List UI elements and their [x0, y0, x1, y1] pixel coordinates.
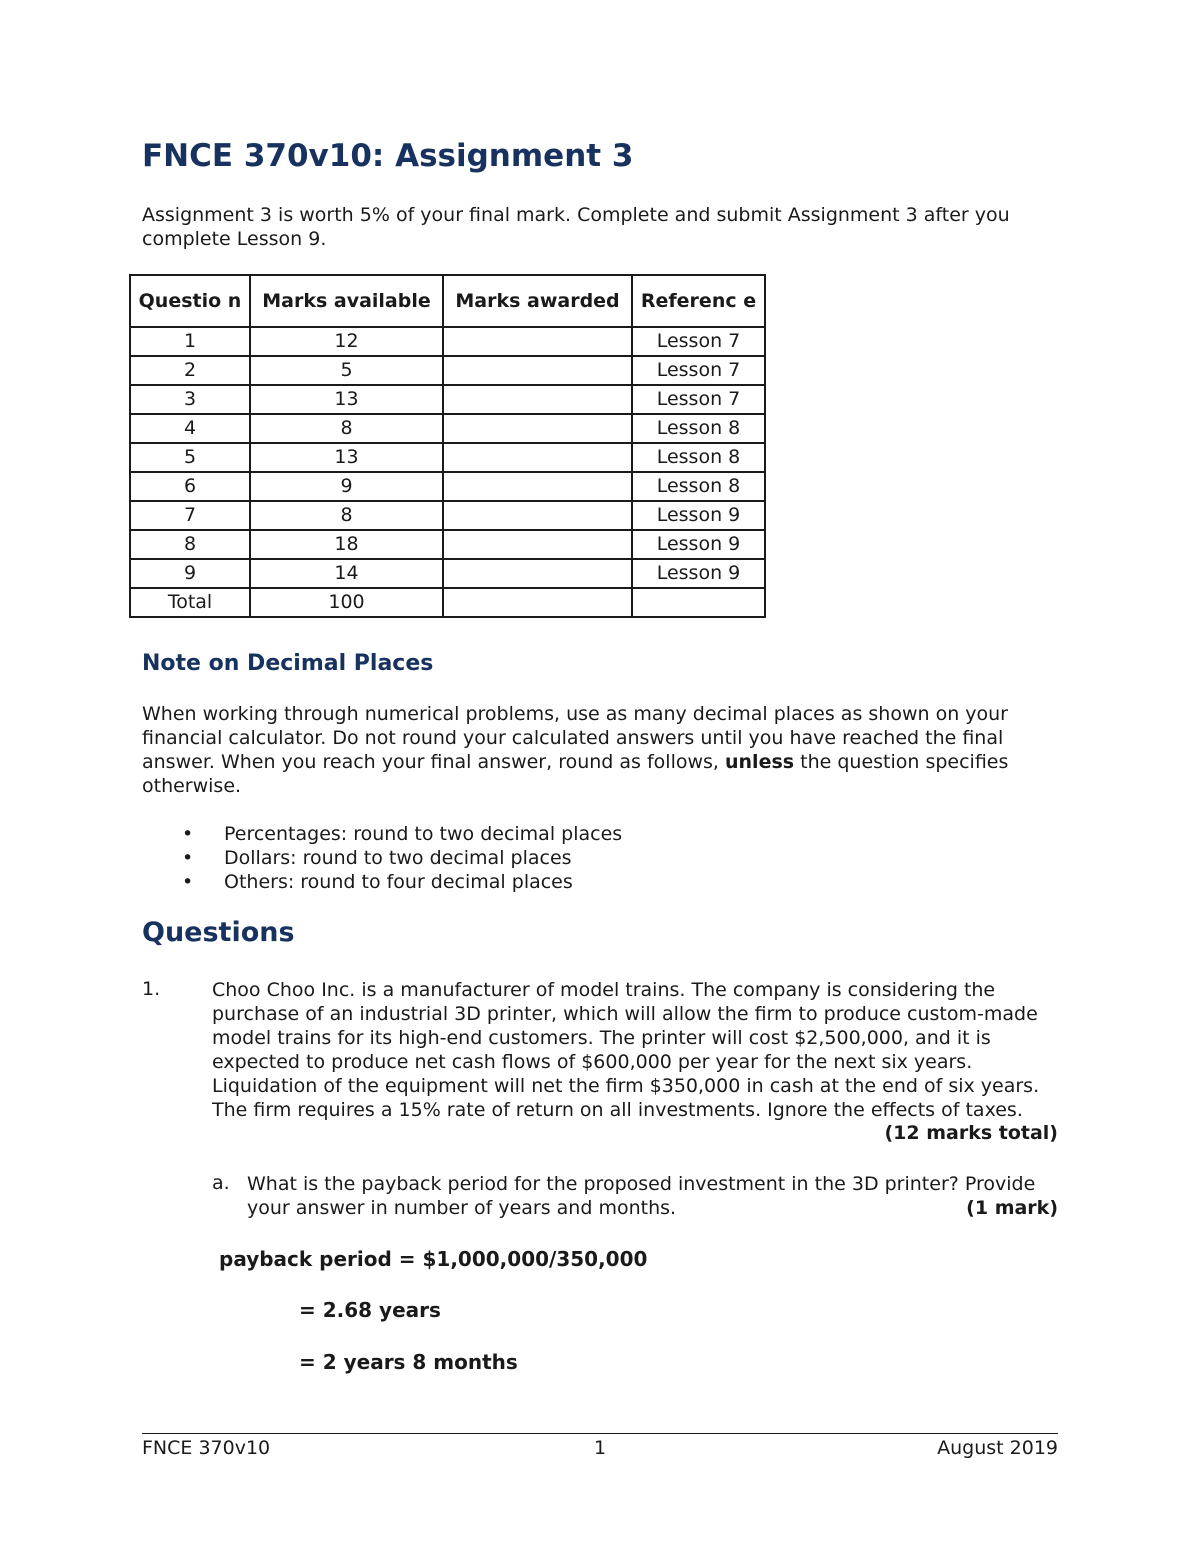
cell-reference: Lesson 7 [632, 356, 765, 385]
cell-question: 6 [130, 472, 250, 501]
cell-reference: Lesson 7 [632, 327, 765, 356]
header-reference: Referenc e [632, 275, 765, 327]
cell-marks-awarded [443, 356, 632, 385]
bullet-icon: • [182, 847, 194, 869]
answer-line-2: = 2.68 years [299, 1298, 441, 1322]
cell-reference: Lesson 9 [632, 501, 765, 530]
table-row [130, 414, 765, 443]
questions-heading: Questions [142, 917, 295, 948]
cell-marks-available: 13 [250, 443, 443, 472]
cell-reference: Lesson 8 [632, 472, 765, 501]
table-row [130, 443, 765, 472]
answer-line-3: = 2 years 8 months [299, 1350, 518, 1374]
table-row [130, 530, 765, 559]
footer-divider [142, 1433, 1058, 1434]
cell-reference: Lesson 7 [632, 385, 765, 414]
cell-marks-awarded [443, 588, 632, 617]
list-item: • Percentages: round to two decimal places [182, 823, 623, 845]
table-header-row [130, 275, 765, 327]
table-row [130, 472, 765, 501]
cell-marks-available: 8 [250, 414, 443, 443]
footer-date: August 2019 [937, 1437, 1058, 1459]
cell-marks-awarded [443, 472, 632, 501]
footer-page-number: 1 [594, 1437, 607, 1459]
cell-marks-available: 5 [250, 356, 443, 385]
cell-marks-awarded [443, 385, 632, 414]
note-text-bold: unless [725, 751, 795, 773]
cell-question: 1 [130, 327, 250, 356]
cell-marks-available: 18 [250, 530, 443, 559]
cell-question: 7 [130, 501, 250, 530]
header-marks-available: Marks available [250, 275, 443, 327]
subquestion-marks: (1 mark) [966, 1197, 1058, 1219]
rounding-list [142, 822, 622, 894]
cell-total-label: Total [130, 588, 250, 617]
subquestion-text: What is the payback period for the proposed investment in the 3D printer? Provide your answer in number of years and months. [247, 1173, 1036, 1219]
bullet-icon: • [182, 823, 194, 845]
bullet-icon: • [182, 871, 194, 893]
cell-marks-available: 14 [250, 559, 443, 588]
cell-marks-awarded [443, 530, 632, 559]
cell-reference: Lesson 9 [632, 530, 765, 559]
cell-question: 2 [130, 356, 250, 385]
cell-marks-awarded [443, 414, 632, 443]
note-text-before: When working through numerical problems, use as many decimal places as shown on your financial calculator. Do not round your calculated answers until you have reached the final answer. When you reach your final answer, round as follows, [142, 703, 1008, 773]
table-row [130, 501, 765, 530]
question-marks: (12 marks total) [884, 1122, 1058, 1144]
cell-marks-available: 8 [250, 501, 443, 530]
subquestion-letter: a. [212, 1172, 230, 1194]
cell-reference [632, 588, 765, 617]
marks-table [129, 274, 766, 618]
note-paragraph [142, 702, 1062, 798]
cell-reference: Lesson 8 [632, 414, 765, 443]
cell-marks-awarded [443, 327, 632, 356]
header-marks-awarded: Marks awarded [443, 275, 632, 327]
table-total-row [130, 588, 765, 617]
header-question: Questio n [130, 275, 250, 327]
cell-question: 4 [130, 414, 250, 443]
cell-marks-available: 9 [250, 472, 443, 501]
question-number: 1. [142, 978, 161, 1000]
table-row [130, 356, 765, 385]
cell-reference: Lesson 9 [632, 559, 765, 588]
cell-marks-available: 13 [250, 385, 443, 414]
list-item: • Dollars: round to two decimal places [182, 847, 572, 869]
table-row [130, 559, 765, 588]
answer-line-1: payback period = $1,000,000/350,000 [219, 1247, 648, 1271]
question-text: Choo Choo Inc. is a manufacturer of model trains. The company is considering the purchase of an industrial 3D printer, which will allow the firm to produce custom-made model trains for its high-end customers. The printer will cost $2,500,000, and it is expected to produce net cash flows of $600,000 per year for the next six years. Liquidation of the equipment will net the firm $350,000 in cash at the end of six years. The firm requires a 15% rate of return on all investments. Ignore the effects of taxes. [212, 979, 1040, 1121]
note-text-after: the question specifies otherwise. [142, 751, 1009, 797]
cell-marks-awarded [443, 559, 632, 588]
intro-paragraph: Assignment 3 is worth 5% of your final mark. Complete and submit Assignment 3 after you complete Lesson 9. [142, 204, 1010, 250]
cell-total-marks: 100 [250, 588, 443, 617]
table-row [130, 327, 765, 356]
cell-question: 9 [130, 559, 250, 588]
cell-marks-awarded [443, 501, 632, 530]
cell-question: 8 [130, 530, 250, 559]
cell-question: 5 [130, 443, 250, 472]
note-heading: Note on Decimal Places [142, 651, 434, 676]
cell-reference: Lesson 8 [632, 443, 765, 472]
cell-marks-available: 12 [250, 327, 443, 356]
footer-course: FNCE 370v10 [142, 1437, 271, 1459]
cell-question: 3 [130, 385, 250, 414]
page-title: FNCE 370v10: Assignment 3 [142, 138, 634, 174]
list-item: • Others: round to four decimal places [182, 871, 573, 893]
table-row [130, 385, 765, 414]
cell-marks-awarded [443, 443, 632, 472]
